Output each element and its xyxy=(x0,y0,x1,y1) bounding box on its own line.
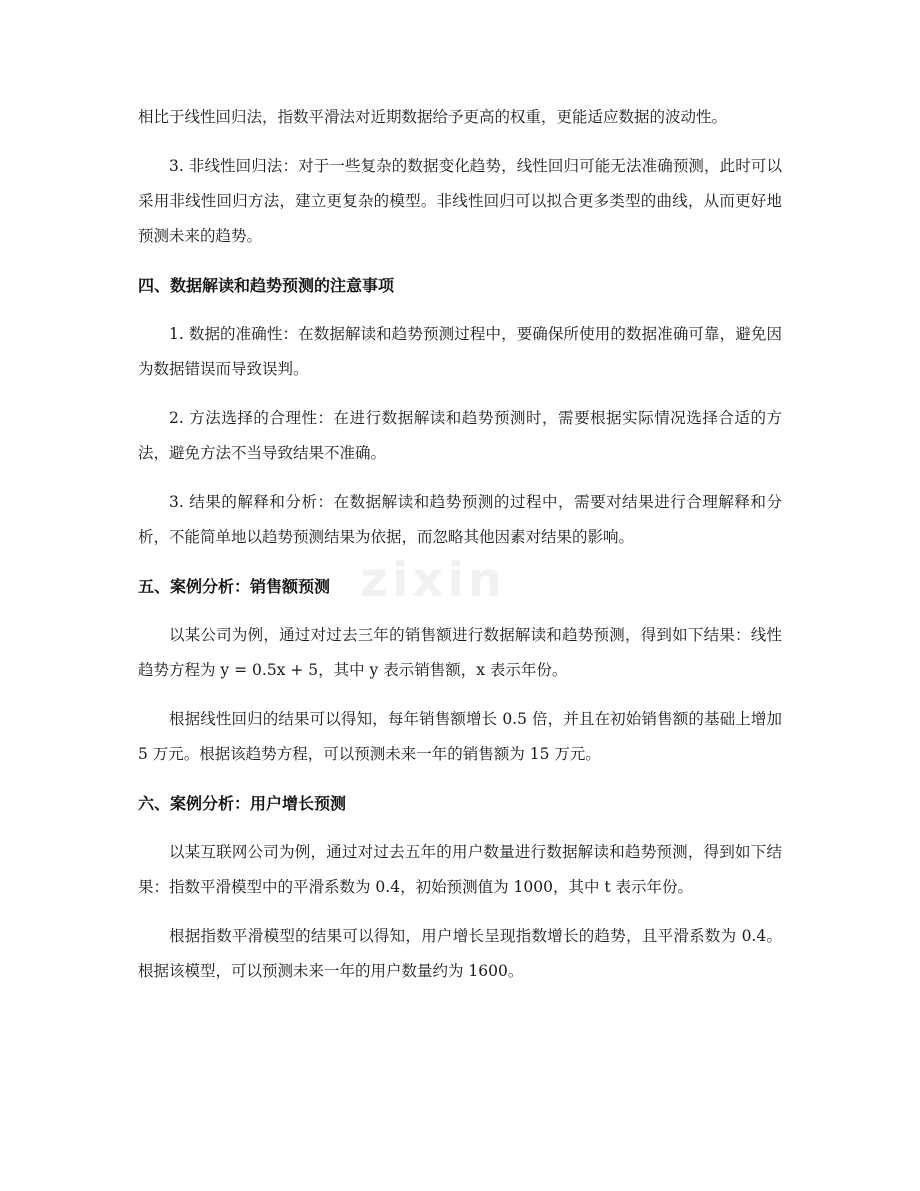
paragraph-user-forecast: 根据指数平滑模型的结果可以得知，用户增长呈现指数增长的趋势，且平滑系数为 0.4。根据该模型，可以预测未来一年的用户数量约为 1600。 xyxy=(138,927,782,980)
paragraph-nonlinear-regression: 3. 非线性回归法：对于一些复杂的数据变化趋势，线性回归可能无法准确预测，此时可以采用非线性回归方法，建立更复杂的模型。非线性回归可以拟合更多类型的曲线，从而更好地预测未来的趋势。 xyxy=(138,157,782,245)
paragraph-result-interpretation: 3. 结果的解释和分析：在数据解读和趋势预测的过程中，需要对结果进行合理解释和分析，不能简单地以趋势预测结果为依据，而忽略其他因素对结果的影响。 xyxy=(138,493,782,546)
section-heading-6: 六、案例分析：用户增长预测 xyxy=(138,794,347,813)
paragraph-sales-forecast: 根据线性回归的结果可以得知，每年销售额增长 0.5 倍，并且在初始销售额的基础上增加 5 万元。根据该趋势方程，可以预测未来一年的销售额为 15 万元。 xyxy=(138,710,787,763)
section-heading-5: 五、案例分析：销售额预测 xyxy=(138,577,331,596)
paragraph-user-case: 以某互联网公司为例，通过对过去五年的用户数量进行数据解读和趋势预测，得到如下结果：指数平滑模型中的平滑系数为 0.4，初始预测值为 1000，其中 t 表示年份。 xyxy=(138,843,782,896)
paragraph-method-selection: 2. 方法选择的合理性：在进行数据解读和趋势预测时，需要根据实际情况选择合适的方法，避免方法不当导致结果不准确。 xyxy=(138,409,782,462)
paragraph-sales-case: 以某公司为例，通过对过去三年的销售额进行数据解读和趋势预测，得到如下结果：线性趋势方程为 y = 0.5x + 5，其中 y 表示销售额，x 表示年份。 xyxy=(138,626,782,679)
paragraph-continuation: 相比于线性回归法，指数平滑法对近期数据给予更高的权重，更能适应数据的波动性。 xyxy=(138,108,728,126)
paragraph-data-accuracy: 1. 数据的准确性：在数据解读和趋势预测过程中，要确保所使用的数据准确可靠，避免因为数据错误而导致误判。 xyxy=(138,325,782,378)
section-heading-4: 四、数据解读和趋势预测的注意事项 xyxy=(138,276,395,295)
watermark: zixin xyxy=(360,552,506,608)
